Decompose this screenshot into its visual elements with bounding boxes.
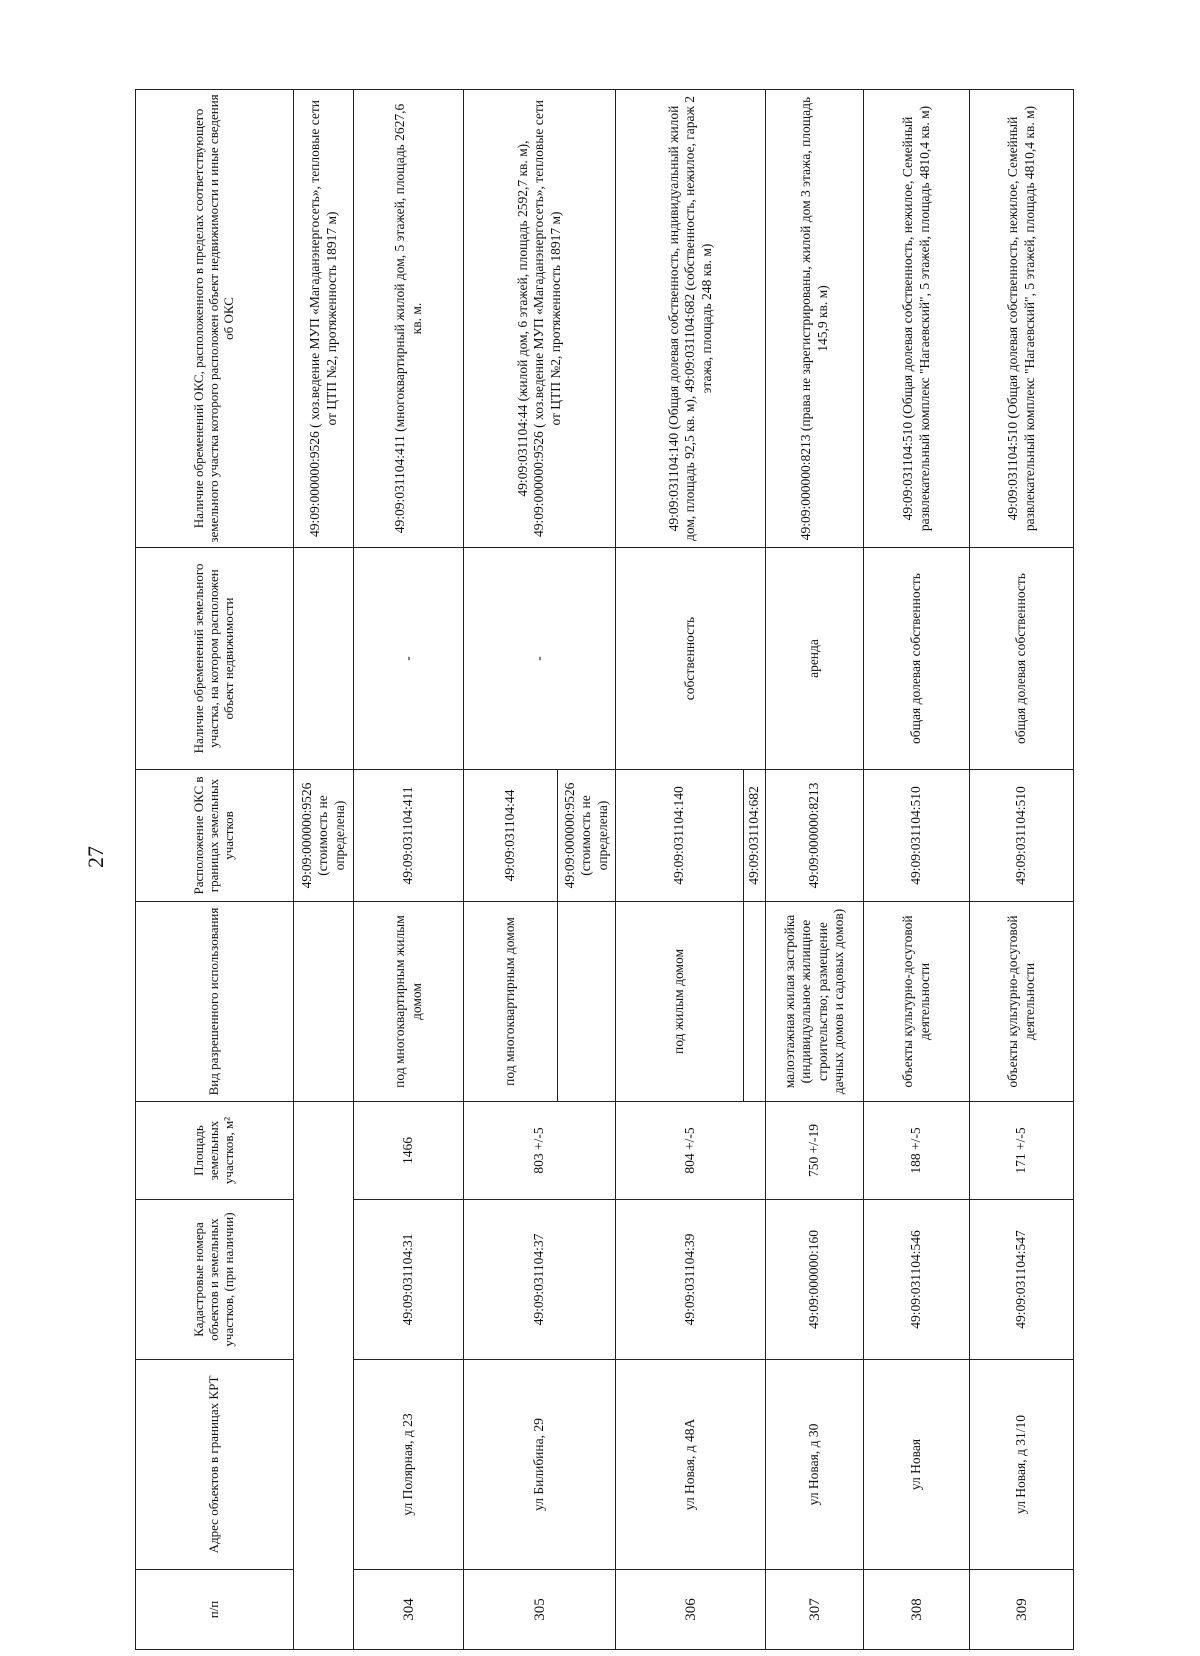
row-oks-location: 49:09:031104:510: [970, 770, 1074, 902]
row-cadastral: 49:09:000000:160: [766, 1200, 864, 1360]
continuation-oks-encumbrance: 49:09:000000:9526 ( хоз.ведение МУП «Магаданэнергосеть», тепловые сети от ЦТП №2, протяженность 18917 м): [294, 90, 354, 548]
table-row: [970, 90, 1074, 1650]
row-area: 804 +/-5: [616, 1102, 766, 1200]
row-address: ул Билибина, 29: [464, 1360, 616, 1570]
row-permitted-use-empty: [744, 902, 766, 1102]
row-number: 306: [616, 1570, 766, 1650]
row-address: ул Новая, д 30: [766, 1360, 864, 1570]
row-area: 803 +/-5: [464, 1102, 616, 1200]
row-cadastral: 49:09:031104:31: [354, 1200, 464, 1360]
row-area: 171 +/-5: [970, 1102, 1074, 1200]
row-address: ул Новая, д 31/10: [970, 1360, 1074, 1570]
row-permitted-use: объекты культурно-досуговой деятельности: [864, 902, 970, 1102]
row-oks-encumbrance: 49:09:031104:411 (многоквартирный жилой дом, 5 этажей, площадь 2627,6 кв. м.: [354, 90, 464, 548]
header-permitted-use: Вид разрешенного использования: [136, 902, 294, 1102]
row-land-encumbrance: собственность: [616, 548, 766, 770]
row-cadastral: 49:09:031104:546: [864, 1200, 970, 1360]
row-number: 304: [354, 1570, 464, 1650]
table-row: [354, 90, 464, 1650]
table-row: [464, 90, 558, 1650]
row-number: 309: [970, 1570, 1074, 1650]
table-row: [616, 90, 744, 1650]
row-oks-location: 49:09:031104:510: [864, 770, 970, 902]
row-cadastral: 49:09:031104:37: [464, 1200, 616, 1360]
row-permitted-use: под многоквартирным домом: [464, 902, 558, 1102]
row-permitted-use: малоэтажная жилая застройка (индивидуальное жилищное строительство; размещение дачных домов и садовых домов): [766, 902, 864, 1102]
row-oks-location: 49:09:031104:44: [464, 770, 558, 902]
table-row: [864, 90, 970, 1650]
land-plots-table: [135, 89, 1074, 1650]
continuation-oks-location: 49:09:000000:9526 (стоимость не определена): [294, 770, 354, 902]
row-permitted-use: под жилым домом: [616, 902, 744, 1102]
row-oks-encumbrance: 49:09:000000:8213 (права не зарегистрированы, жилой дом 3 этажа, площадь 145,9 кв. м): [766, 90, 864, 548]
row-land-encumbrance: -: [464, 548, 616, 770]
row-oks-location: 49:09:031104:411: [354, 770, 464, 902]
row-cadastral: 49:09:031104:39: [616, 1200, 766, 1360]
continuation-blank-cell: [294, 1102, 354, 1650]
table-row: [766, 90, 864, 1650]
header-cadastral: Кадастровые номера объектов и земельных участков, (при наличии): [136, 1200, 294, 1360]
header-address: Адрес объектов в границах КРТ: [136, 1360, 294, 1570]
header-num: п/п: [136, 1570, 294, 1650]
row-land-encumbrance: -: [354, 548, 464, 770]
row-land-encumbrance: общая долевая собственность: [864, 548, 970, 770]
row-cadastral: 49:09:031104:547: [970, 1200, 1074, 1360]
row-area: 750 +/-19: [766, 1102, 864, 1200]
row-address: ул Полярная, д 23: [354, 1360, 464, 1570]
row-address: ул Новая: [864, 1360, 970, 1570]
row-oks-encumbrance: 49:09:031104:140 (Общая долевая собственность, индивидуальный жилой дом, площадь 92,5 кв. м), 49:09:031104:682 (собственность, нежилое, гараж 2 этажа, площадь 248 кв. м): [616, 90, 766, 548]
header-land-encumbrance: Наличие обременений земельного участка, на котором расположен объект недвижимости: [136, 548, 294, 770]
page-number: 27: [83, 846, 108, 868]
table-row-continuation: [294, 90, 354, 1650]
row-oks-location: 49:09:000000:9526 (стоимость не определена): [558, 770, 616, 902]
header-area: Площадь земельных участков, м²: [136, 1102, 294, 1200]
row-permitted-use-empty: [558, 902, 616, 1102]
continuation-land-enc-cell: [294, 548, 354, 770]
row-land-encumbrance: аренда: [766, 548, 864, 770]
row-oks-encumbrance: 49:09:031104:44 (жилой дом, 6 этажей, площадь 2592,7 кв. м), 49:09:000000:9526 ( хоз.ведение МУП «Магаданэнергосеть», тепловые сети от ЦТП №2, протяженность 18917 м): [464, 90, 616, 548]
row-area: 188 +/-5: [864, 1102, 970, 1200]
row-oks-encumbrance: 49:09:031104:510 (Общая долевая собственность, нежилое, Семейный развлекательный комплекс "Нагаевский", 5 этажей, площадь 4810,4 кв. м): [864, 90, 970, 548]
row-land-encumbrance: общая долевая собственность: [970, 548, 1074, 770]
header-oks-encumbrance: Наличие обременений ОКС, расположенного в пределах соответствующего земельного участка которого расположен объект недвижимости и иные сведения об ОКС: [136, 90, 294, 548]
row-oks-encumbrance: 49:09:031104:510 (Общая долевая собственность, нежилое, Семейный развлекательный комплекс "Нагаевский", 5 этажей, площадь 4810,4 кв. м): [970, 90, 1074, 548]
row-oks-location: 49:09:000000:8213: [766, 770, 864, 902]
row-permitted-use: под многоквартирным жилым домом: [354, 902, 464, 1102]
row-number: 305: [464, 1570, 616, 1650]
header-oks-location: Расположение ОКС в границах земельных участков: [136, 770, 294, 902]
row-address: ул Новая, д 48А: [616, 1360, 766, 1570]
row-oks-location: 49:09:031104:682: [744, 770, 766, 902]
row-oks-location: 49:09:031104:140: [616, 770, 744, 902]
table-header-row: [136, 90, 294, 1650]
row-number: 307: [766, 1570, 864, 1650]
continuation-use-cell: [294, 902, 354, 1102]
row-permitted-use: объекты культурно-досуговой деятельности: [970, 902, 1074, 1102]
row-number: 308: [864, 1570, 970, 1650]
row-area: 1466: [354, 1102, 464, 1200]
rotated-table-container: [135, 90, 1073, 1650]
